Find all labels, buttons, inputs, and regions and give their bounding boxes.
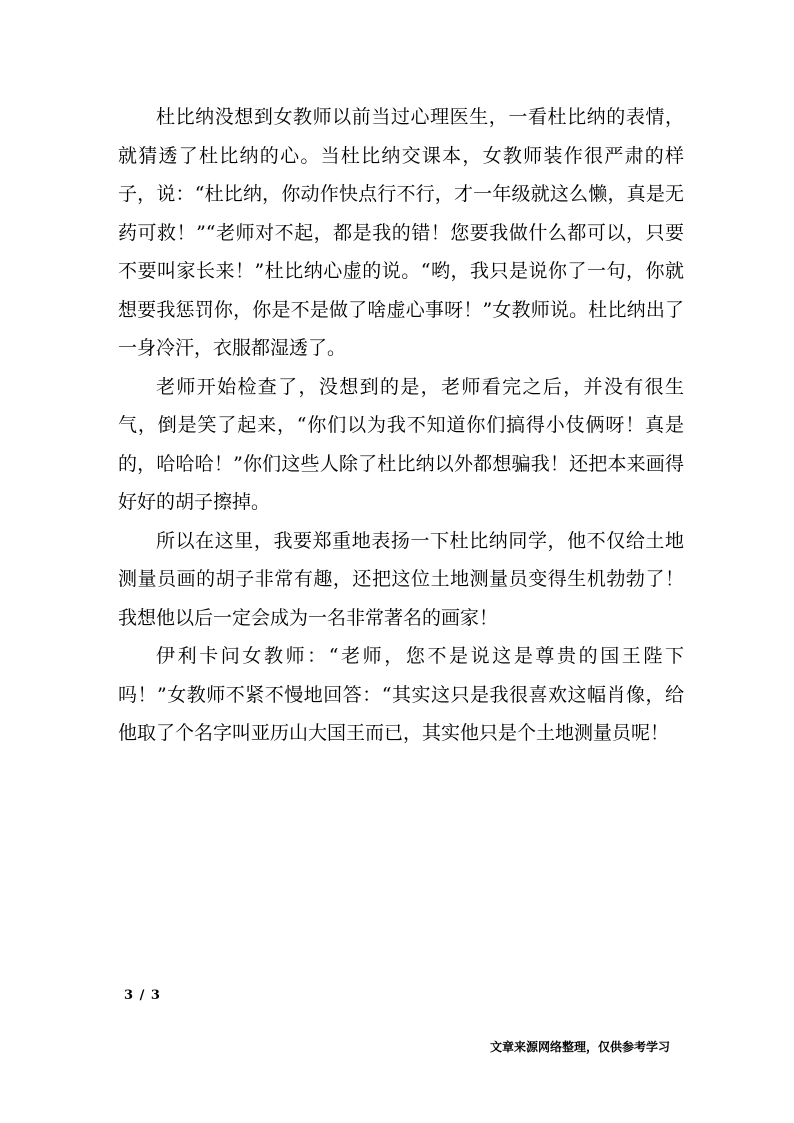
source-note: 文章来源网络整理，仅供参考学习 [489, 1040, 670, 1054]
paragraph: 老师开始检查了，没想到的是，老师看完之后，并没有很生气，倒是笑了起来，“你们以为我不知道你们搞得小伎俩呀！真是的，哈哈哈！”你们这些人除了杜比纳以外都想骗我！还把本来画得好好的胡子擦掉。 [118, 375, 684, 513]
paragraph: 伊利卡问女教师：“老师，您不是说这是尊贵的国王陛下吗！”女教师不紧不慢地回答：“其实这只是我很喜欢这幅肖像，给他取了个名字叫亚历山大国王而已，其实他只是个土地测量员呢！ [118, 645, 684, 744]
article-body [118, 98, 684, 753]
paragraph: 所以在这里，我要郑重地表扬一下杜比纳同学，他不仅给土地测量员画的胡子非常有趣，还把这位土地测量员变得生机勃勃了！我想他以后一定会成为一名非常著名的画家！ [118, 529, 684, 629]
paragraph: 杜比纳没想到女教师以前当过心理医生，一看杜比纳的表情，就猜透了杜比纳的心。当杜比纳交课本，女教师装作很严肃的样子，说：“杜比纳，你动作快点行不行，才一年级就这么懒，真是无药可救！”“老师对不起，都是我的错！您要我做什么都可以，只要不要叫家长来！”杜比纳心虚的说。“哟，我只是说你了一句，你就想要我惩罚你，你是不是做了啥虚心事呀！”女教师说。杜比纳出了一身冷汗，衣服都湿透了。 [118, 106, 684, 359]
page-number: 3 / 3 [124, 988, 161, 1003]
